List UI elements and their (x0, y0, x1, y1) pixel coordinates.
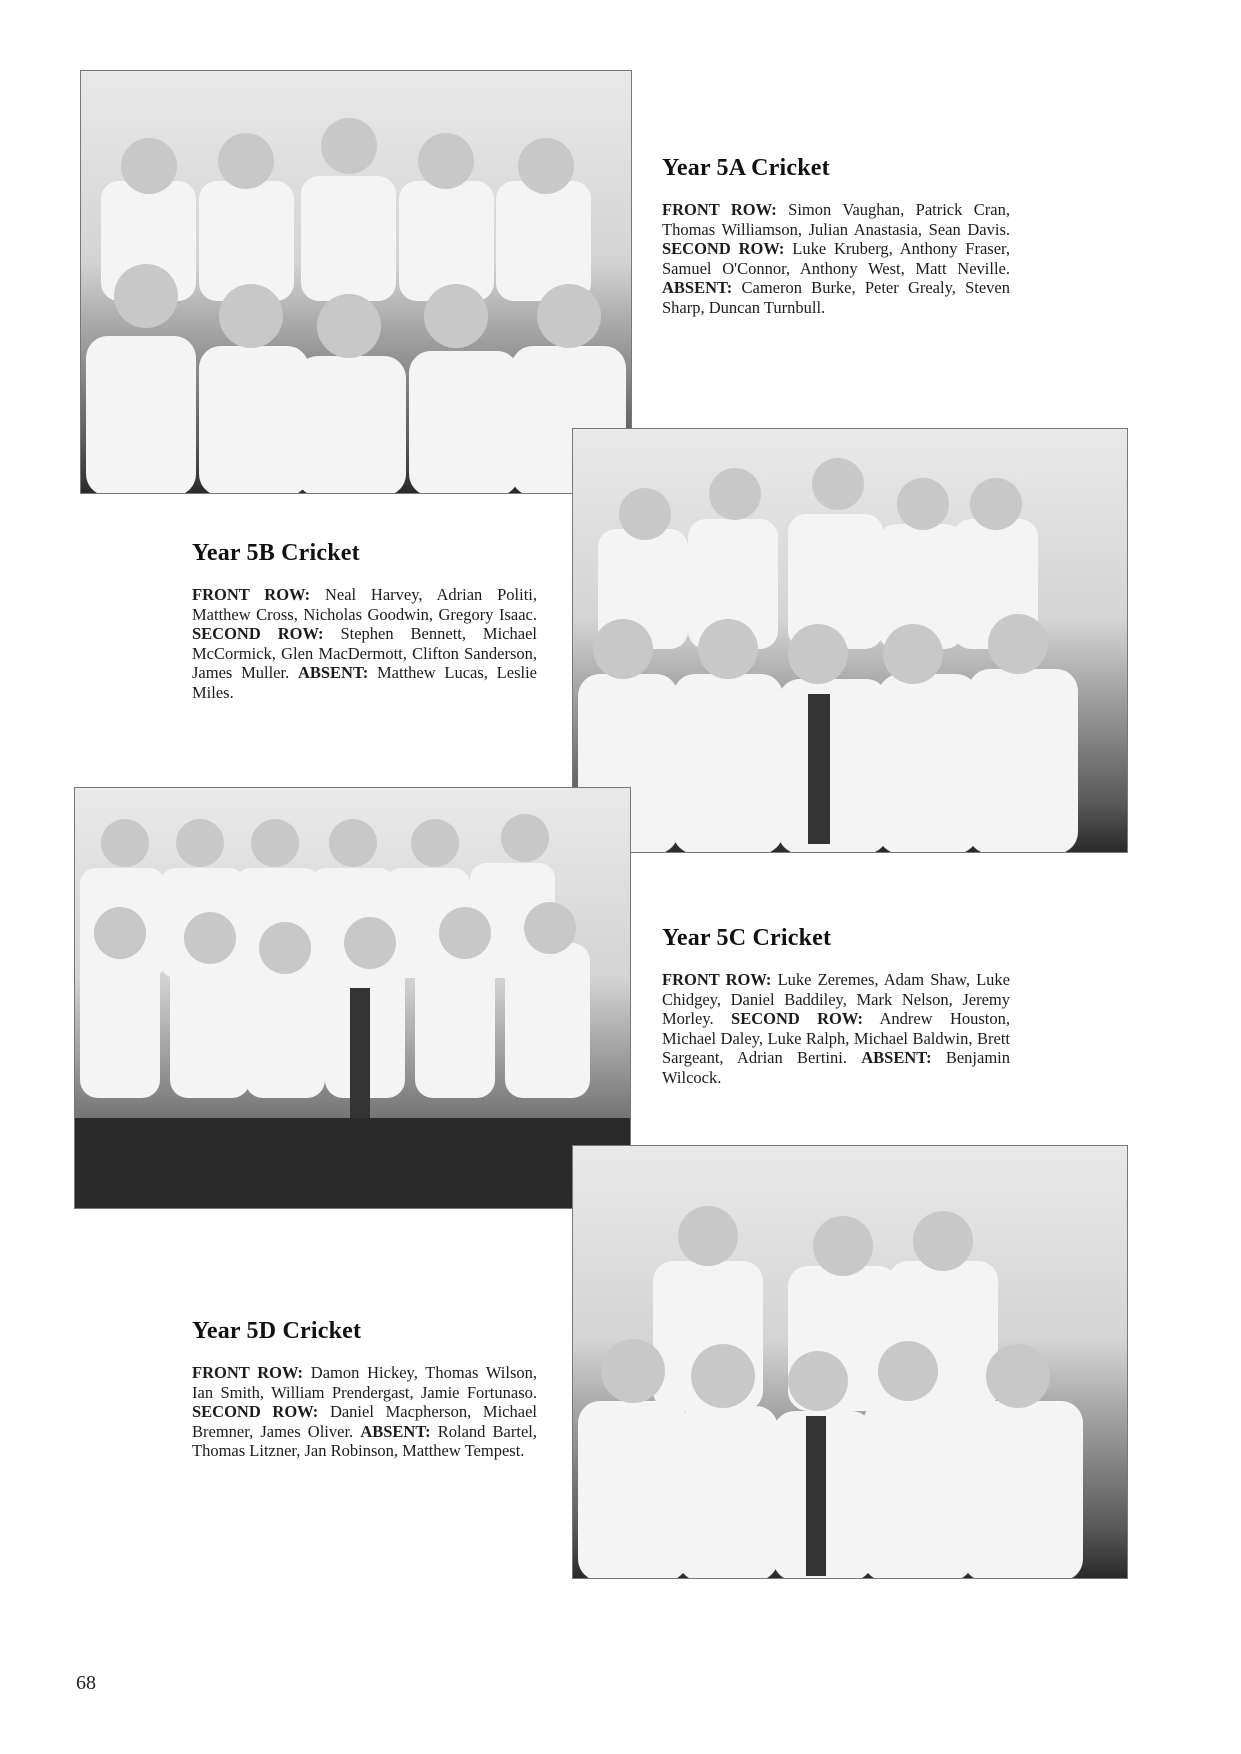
caption-body (192, 1363, 537, 1461)
caption-body (662, 200, 1010, 317)
absent-label: ABSENT: (297, 663, 369, 682)
front-row-names: Simon Vaughan, Patrick Cran, Thomas Williamson, Julian Anastasia, Sean Davis. (662, 200, 1010, 239)
absent-names: Cameron Burke, Peter Grealy, Steven Sharp, Duncan Turnbull. (662, 278, 1010, 317)
caption-5b (192, 540, 537, 702)
page-number: 68 (76, 1672, 96, 1694)
absent-label: ABSENT: (360, 1421, 431, 1441)
second-row-names: Daniel Macpherson, Michael Bremner, James Oliver. (192, 1402, 537, 1441)
team-photo-5c-figures (75, 788, 630, 1208)
absent-label: ABSENT: (662, 278, 733, 297)
front-row-names: Luke Zeremes, Adam Shaw, Luke Chidgey, Daniel Baddiley, Mark Nelson, Jeremy Morley. (662, 970, 1010, 1028)
front-row-names: Damon Hickey, Thomas Wilson, Ian Smith, William Prendergast, Jamie Fortunaso. (192, 1363, 538, 1402)
second-row-label: SECOND ROW: (731, 1009, 863, 1028)
front-row-names: Neal Harvey, Adrian Politi, Matthew Cross, Nicholas Goodwin, Gregory Isaac. (192, 585, 537, 624)
second-row-label: SECOND ROW: (192, 624, 324, 643)
front-row-label: FRONT ROW: (192, 1363, 304, 1382)
team-photo-5b (572, 428, 1128, 853)
second-row-names: Luke Kruberg, Anthony Fraser, Samuel O'Connor, Anthony West, Matt Neville. (662, 239, 1010, 278)
caption-title: Year 5A Cricket (662, 155, 830, 181)
second-row-names: Stephen Bennett, Michael McCormick, Glen MacDermott, Clifton Sanderson, James Muller. (192, 624, 537, 682)
second-row-names: Andrew Houston, Michael Daley, Luke Ralph, Michael Baldwin, Brett Sargeant, Adrian Bertini. (662, 1009, 1010, 1067)
front-row-label: FRONT ROW: (192, 585, 311, 604)
front-row-label: FRONT ROW: (662, 970, 772, 989)
team-photo-5d-figures (573, 1146, 1127, 1578)
caption-5c (662, 925, 1010, 1087)
absent-label: ABSENT: (861, 1048, 932, 1067)
second-row-label: SECOND ROW: (662, 239, 785, 258)
second-row-label: SECOND ROW: (192, 1402, 319, 1421)
caption-body (192, 585, 537, 702)
team-photo-5d (572, 1145, 1128, 1579)
caption-5d (192, 1318, 537, 1461)
team-photo-5b-figures (573, 429, 1127, 852)
caption-body (662, 970, 1010, 1087)
caption-title: Year 5C Cricket (662, 925, 832, 951)
team-photo-5a (80, 70, 632, 494)
absent-names: Benjamin Wilcock. (662, 1048, 1010, 1087)
team-photo-5a-figures (81, 71, 631, 493)
caption-5a (662, 155, 1010, 317)
caption-title: Year 5D Cricket (192, 1318, 362, 1344)
caption-title: Year 5B Cricket (192, 540, 360, 566)
team-photo-5c (74, 787, 631, 1209)
absent-names: Matthew Lucas, Leslie Miles. (192, 663, 537, 702)
absent-names: Roland Bartel, Thomas Litzner, Jan Robinson, Matthew Tempest. (192, 1421, 537, 1460)
front-row-label: FRONT ROW: (662, 200, 777, 219)
